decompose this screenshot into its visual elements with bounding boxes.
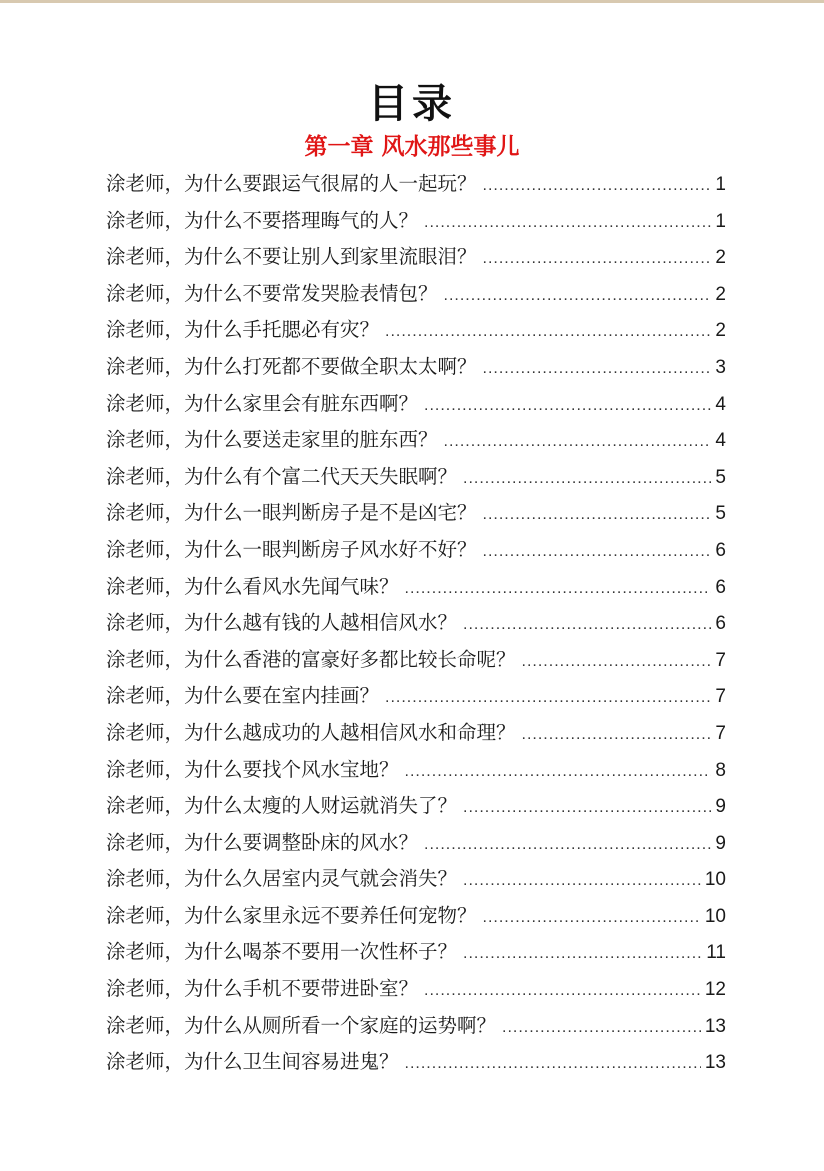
toc-entry[interactable] <box>106 825 726 862</box>
toc-entry-title: 涂老师，为什么喝茶不要用一次性杯子？ <box>106 940 458 964</box>
toc-entry-page-number: 13 <box>704 1052 726 1074</box>
toc-entry-page-number: 7 <box>715 722 726 744</box>
toc-entry[interactable] <box>106 459 726 496</box>
toc-entry[interactable] <box>106 788 726 825</box>
toc-entry-title: 涂老师，为什么越成功的人越相信风水和命理？ <box>106 720 516 744</box>
toc-entry-page-number: 3 <box>715 356 726 378</box>
dot-leader <box>463 936 702 973</box>
toc-entry-title: 涂老师，为什么不要搭理晦气的人？ <box>106 208 419 232</box>
toc-entry-page-number: 10 <box>704 869 726 891</box>
toc-entry-page-number: 7 <box>715 686 726 708</box>
toc-entry-page-number: 2 <box>715 247 726 269</box>
toc-entry-page-number: 5 <box>715 503 726 525</box>
toc-entry[interactable] <box>106 166 726 203</box>
toc-entry-page-number: 6 <box>715 613 726 635</box>
toc-entry[interactable] <box>106 569 726 606</box>
toc-entry[interactable] <box>106 605 726 642</box>
dot-leader <box>522 644 712 681</box>
toc-entry-page-number: 7 <box>715 649 726 671</box>
dot-leader <box>483 168 712 205</box>
dot-leader <box>463 790 711 827</box>
chapter-heading: 第一章 风水那些事儿 <box>304 134 520 160</box>
toc-entry-page-number: 13 <box>704 1015 726 1037</box>
dot-leader <box>522 717 712 754</box>
toc-entry-title: 涂老师，为什么家里永远不要养任何宠物？ <box>106 903 477 927</box>
toc-entry-page-number: 4 <box>715 430 726 452</box>
dot-leader <box>385 314 711 351</box>
dot-leader <box>424 973 701 1010</box>
toc-list <box>106 166 726 1081</box>
toc-entry-page-number: 1 <box>715 174 726 195</box>
toc-entry-title: 涂老师，为什么久居室内灵气就会消失？ <box>106 867 458 891</box>
toc-entry-title: 涂老师，为什么要在室内挂画？ <box>106 684 380 708</box>
toc-entry[interactable] <box>106 678 726 715</box>
dot-leader <box>463 863 701 900</box>
toc-entry-page-number: 12 <box>704 979 726 1001</box>
dot-leader <box>483 351 712 388</box>
toc-entry-page-number: 8 <box>715 759 726 781</box>
toc-entry-page-number: 1 <box>715 210 726 232</box>
toc-entry-page-number: 9 <box>715 832 726 854</box>
toc-entry-title: 涂老师，为什么打死都不要做全职太太啊？ <box>106 354 477 378</box>
toc-entry[interactable] <box>106 386 726 423</box>
toc-entry[interactable] <box>106 312 726 349</box>
dot-leader <box>463 461 711 498</box>
dot-leader <box>405 1046 701 1083</box>
dot-leader <box>444 278 712 315</box>
toc-entry-title: 涂老师，为什么太瘦的人财运就消失了？ <box>106 794 458 818</box>
dot-leader <box>483 497 712 534</box>
toc-entry-page-number: 6 <box>715 576 726 598</box>
toc-entry[interactable] <box>106 934 726 971</box>
toc-entry-title: 涂老师，为什么越有钱的人越相信风水？ <box>106 611 458 635</box>
toc-entry-title: 涂老师，为什么不要让别人到家里流眼泪？ <box>106 245 477 269</box>
toc-entry-page-number: 9 <box>715 796 726 818</box>
dot-leader <box>502 1010 701 1047</box>
dot-leader <box>405 571 712 608</box>
toc-entry[interactable] <box>106 1044 726 1081</box>
toc-entry-title: 涂老师，为什么不要常发哭脸表情包？ <box>106 281 438 305</box>
toc-entry[interactable] <box>106 642 726 679</box>
dot-leader <box>405 754 712 791</box>
toc-entry-title: 涂老师，为什么手机不要带进卧室？ <box>106 977 419 1001</box>
dot-leader <box>385 680 711 717</box>
toc-entry[interactable] <box>106 971 726 1008</box>
toc-entry-title: 涂老师，为什么要调整卧床的风水？ <box>106 830 419 854</box>
toc-entry[interactable] <box>106 898 726 935</box>
toc-entry-page-number: 10 <box>704 905 726 927</box>
dot-leader <box>424 388 711 425</box>
toc-entry-title: 涂老师，为什么一眼判断房子是不是凶宅？ <box>106 501 477 525</box>
dot-leader <box>483 241 712 278</box>
toc-entry[interactable] <box>106 532 726 569</box>
toc-entry[interactable] <box>106 203 726 240</box>
toc-entry[interactable] <box>106 861 726 898</box>
toc-entry-page-number: 6 <box>715 539 726 561</box>
toc-entry-title: 涂老师，为什么手托腮必有灾？ <box>106 318 380 342</box>
toc-entry-title: 涂老师，为什么看风水先闻气味？ <box>106 574 399 598</box>
toc-entry[interactable] <box>106 495 726 532</box>
toc-entry-page-number: 5 <box>715 466 726 488</box>
toc-entry-title: 涂老师，为什么一眼判断房子风水好不好？ <box>106 537 477 561</box>
dot-leader <box>483 534 712 571</box>
dot-leader <box>444 424 712 461</box>
dot-leader <box>463 607 711 644</box>
toc-entry[interactable] <box>106 752 726 789</box>
toc-entry-page-number: 11 <box>706 942 726 964</box>
toc-entry-page-number: 2 <box>715 320 726 342</box>
toc-entry-title: 涂老师，为什么家里会有脏东西啊？ <box>106 391 419 415</box>
toc-entry-page-number: 2 <box>715 283 726 305</box>
toc-entry-title: 涂老师，为什么要找个风水宝地？ <box>106 757 399 781</box>
toc-entry[interactable] <box>106 1008 726 1045</box>
toc-entry[interactable] <box>106 422 726 459</box>
toc-entry[interactable] <box>106 349 726 386</box>
toc-entry-title: 涂老师，为什么从厕所看一个家庭的运势啊？ <box>106 1013 497 1037</box>
toc-entry-title: 涂老师，为什么要送走家里的脏东西？ <box>106 428 438 452</box>
dot-leader <box>424 827 711 864</box>
dot-leader <box>483 900 701 937</box>
toc-entry[interactable] <box>106 276 726 313</box>
dot-leader <box>424 205 711 242</box>
toc-entry[interactable] <box>106 239 726 276</box>
toc-entry-title: 涂老师，为什么要跟运气很屌的人一起玩？ <box>106 172 477 195</box>
toc-entry-title: 涂老师，为什么有个富二代天天失眠啊？ <box>106 464 458 488</box>
toc-entry-title: 涂老师，为什么卫生间容易进鬼？ <box>106 1050 399 1074</box>
toc-entry[interactable] <box>106 715 726 752</box>
toc-entry-title: 涂老师，为什么香港的富豪好多都比较长命呢？ <box>106 647 516 671</box>
toc-entry-page-number: 4 <box>715 393 726 415</box>
toc-title: 目录 <box>368 81 456 127</box>
